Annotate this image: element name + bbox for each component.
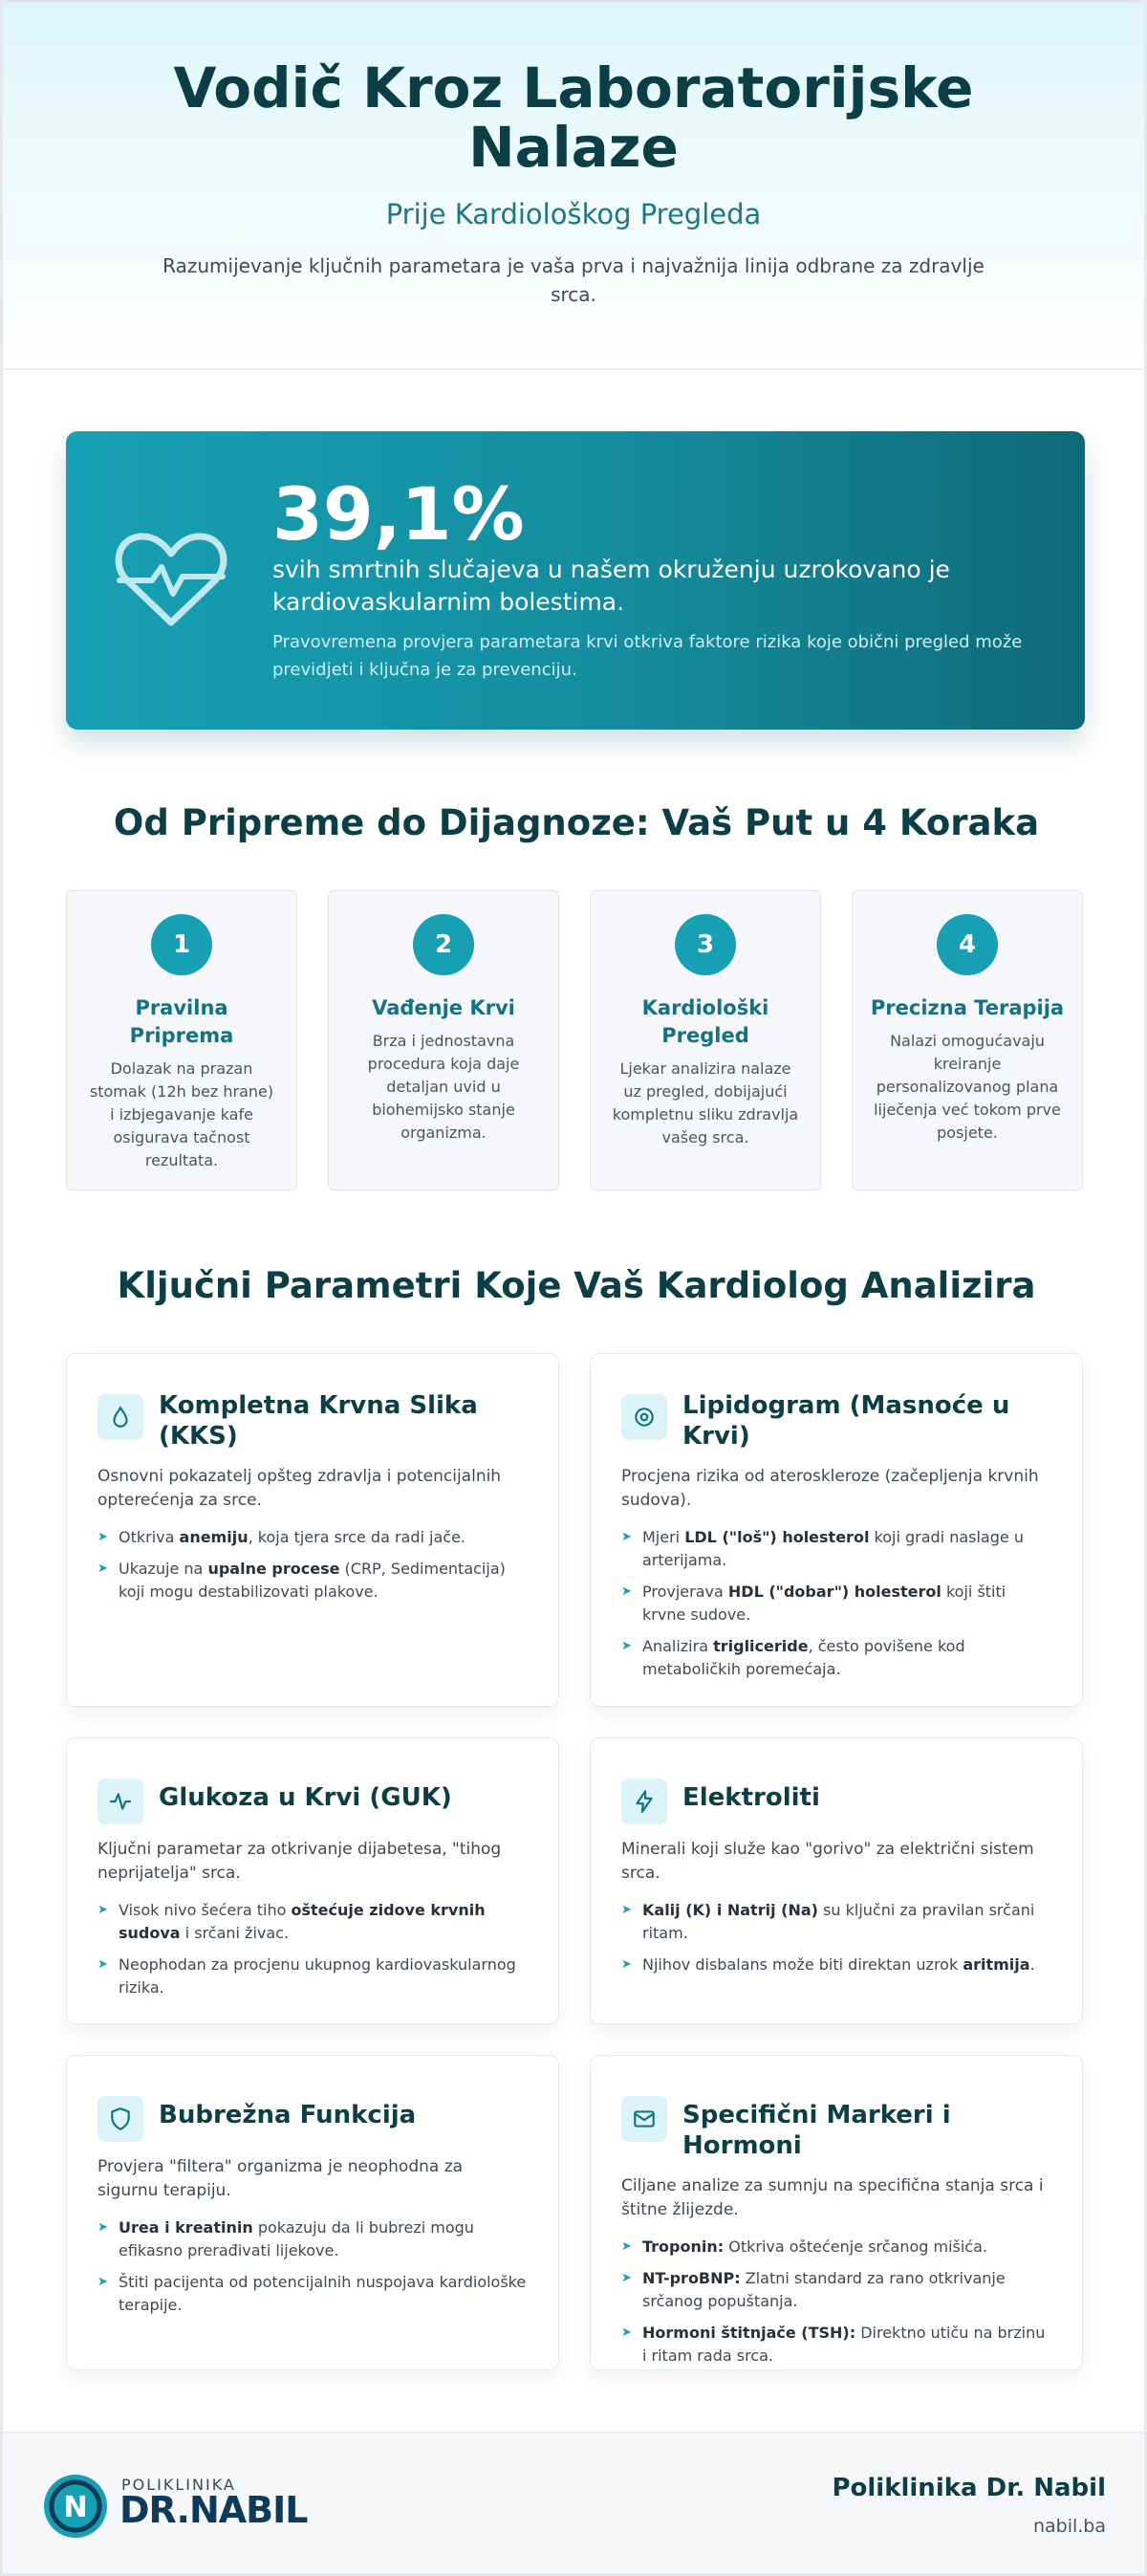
lightning-icon <box>621 1779 667 1824</box>
card-title: Specifični Markeri i Hormoni <box>682 2101 951 2160</box>
bullet-list <box>621 1899 1051 1976</box>
arrow-icon: ➤ <box>97 2275 108 2289</box>
bullet-item: ➤ Hormoni štitnjače (TSH): Direktno utiču na brzinu i ritam rada srca. <box>621 2322 1051 2368</box>
bullet-item: ➤ Kalij (K) i Natrij (Na) su ključni za pravilan srčani ritam. <box>621 1899 1051 1945</box>
steps-title: Od Pripreme do Dijagnoze: Vaš Put u 4 Koraka <box>113 802 1040 843</box>
arrow-icon: ➤ <box>621 2239 632 2254</box>
droplet-icon <box>97 1394 143 1440</box>
bullet-item: ➤ Štiti pacijenta od potencijalnih nuspojava kardiološke terapije. <box>97 2271 528 2317</box>
parameter-card <box>590 2055 1083 2370</box>
step-description: Ljekar analizira nalaze uz pregled, dobijajući kompletnu sliku zdravlja vašeg srca. <box>612 1059 799 1146</box>
footer-website-link[interactable]: nabil.ba <box>1032 2516 1106 2537</box>
stat-note: Pravovremena provjera parametara krvi otkriva faktore rizika koje obični pregled može previdjeti i ključna je za prevenciju. <box>272 632 1023 680</box>
step-title: Kardiološki Pregled <box>641 996 769 1047</box>
step-description: Dolazak na prazan stomak (12h bez hrane) i izbjegavanje kafe osigurava tačnost rezultata. <box>89 1059 274 1169</box>
arrow-icon: ➤ <box>621 1957 632 1972</box>
card-title: Kompletna Krvna Slika (KKS) <box>159 1391 478 1451</box>
card-title: Lipidogram (Masnoće u Krvi) <box>682 1391 1010 1451</box>
arrow-icon: ➤ <box>97 1957 108 1972</box>
bullet-item: ➤ Ukazuje na upalne procese (CRP, Sedimentacija) koji mogu destabilizovati plakove. <box>97 1558 528 1604</box>
intro-text: Razumijevanje ključnih parametara je vaša prva i najvažnija linija odbrane za zdravlje srca. <box>162 254 985 306</box>
arrow-icon: ➤ <box>621 1639 632 1653</box>
card-description: Osnovni pokazatelj opšteg zdravlja i potencijalnih opterećenja za srce. <box>97 1467 502 1510</box>
parameter-card <box>590 1353 1083 1707</box>
bullet-item: ➤ Otkriva anemiju, koja tjera srce da radi jače. <box>97 1526 528 1549</box>
step-description: Brza i jednostavna procedura koja daje detaljan uvid u biohemijsko stanje organizma. <box>367 1032 520 1142</box>
step-title: Vađenje Krvi <box>372 996 515 1019</box>
arrow-icon: ➤ <box>97 1561 108 1576</box>
stat-text: svih smrtnih slučajeva u našem okruženju uzrokovano je kardiovaskularnim bolestima. <box>272 556 950 616</box>
card-description: Ključni parametar za otkrivanje dijabetesa, "tihog neprijatelja" srca. <box>97 1840 502 1883</box>
bullet-list <box>97 1899 528 1999</box>
bullet-item: ➤ Visok nivo šećera tiho oštećuje zidove krvnih sudova i srčani živac. <box>97 1899 528 1945</box>
step-card <box>590 890 821 1190</box>
step-title: Precizna Terapija <box>870 996 1065 1019</box>
heart-pulse-icon <box>114 527 228 632</box>
activity-icon <box>97 1779 143 1824</box>
step-number: 1 <box>151 914 212 975</box>
stat-banner <box>66 431 1085 730</box>
bullet-list <box>621 1526 1051 1681</box>
step-number: 2 <box>413 914 474 975</box>
arrow-icon: ➤ <box>621 2271 632 2285</box>
step-title: Pravilna Priprema <box>129 996 234 1047</box>
card-title: Glukoza u Krvi (GUK) <box>159 1783 452 1812</box>
bullet-item: ➤ Urea i kreatinin pokazuju da li bubrezi mogu efikasno prerađivati lijekove. <box>97 2216 528 2262</box>
clinic-logo-icon <box>41 2472 110 2541</box>
parameter-card <box>66 1353 559 1707</box>
card-description: Minerali koji služe kao "gorivo" za električni sistem srca. <box>621 1840 1034 1883</box>
card-description: Procjena rizika od ateroskleroze (začepljenja krvnih sudova). <box>621 1467 1039 1510</box>
bullet-item: ➤ Provjerava HDL ("dobar") holesterol koji štiti krvne sudove. <box>621 1581 1051 1626</box>
arrow-icon: ➤ <box>97 1530 108 1544</box>
params-title: Ključni Parametri Koje Vaš Kardiolog Analizira <box>117 1265 1036 1306</box>
parameter-card <box>66 1737 559 2024</box>
stat-number: 39,1% <box>272 471 525 557</box>
page-title: Vodič Kroz Laboratorijske Nalaze <box>173 55 974 180</box>
card-description: Provjera "filtera" organizma je neophodna za sigurnu terapiju. <box>97 2157 464 2200</box>
arrow-icon: ➤ <box>97 1903 108 1917</box>
step-number: 4 <box>937 914 998 975</box>
bullet-item: ➤ Njihov disbalans može biti direktan uzrok aritmija. <box>621 1954 1051 1976</box>
page-subtitle: Prije Kardiološkog Pregleda <box>385 198 762 230</box>
arrow-icon: ➤ <box>621 1903 632 1917</box>
bullet-item: ➤ NT-proBNP: Zlatni standard za rano otkrivanje srčanog popuštanja. <box>621 2267 1051 2313</box>
footer <box>3 2432 1144 2576</box>
step-number: 3 <box>675 914 736 975</box>
bullet-list <box>97 1526 528 1604</box>
bullet-item: ➤ Mjeri LDL ("loš") holesterol koji gradi naslage u arterijama. <box>621 1526 1051 1572</box>
step-card <box>66 890 297 1190</box>
card-title: Bubrežna Funkcija <box>159 2101 417 2129</box>
footer-clinic-name: Poliklinika Dr. Nabil <box>832 2474 1106 2502</box>
step-card <box>852 890 1083 1190</box>
target-icon <box>621 1394 667 1440</box>
logo-small-text: POLIKLINIKA <box>121 2476 236 2494</box>
bullet-list <box>621 2236 1051 2368</box>
card-title: Elektroliti <box>682 1783 820 1812</box>
mail-icon <box>621 2096 667 2142</box>
header <box>3 3 1144 370</box>
bullet-list <box>97 2216 528 2317</box>
card-description: Ciljane analize za sumnju na specifična stanja srca i štitne žlijezde. <box>621 2176 1044 2219</box>
parameter-card <box>66 2055 559 2370</box>
arrow-icon: ➤ <box>621 2325 632 2340</box>
step-card <box>328 890 559 1190</box>
bullet-item: ➤ Analizira trigliceride, često povišene kod metaboličkih poremećaja. <box>621 1635 1051 1681</box>
bullet-item: ➤ Troponin: Otkriva oštećenje srčanog mišića. <box>621 2236 1051 2259</box>
bullet-item: ➤ Neophodan za procjenu ukupnog kardiovaskularnog rizika. <box>97 1954 528 1999</box>
logo-brand-text: DR.NABIL <box>119 2489 308 2531</box>
parameter-card <box>590 1737 1083 2024</box>
arrow-icon: ➤ <box>621 1584 632 1599</box>
arrow-icon: ➤ <box>97 2220 108 2235</box>
step-description: Nalazi omogućavaju kreiranje personalizovanog plana liječenja već tokom prve posjete. <box>874 1032 1061 1142</box>
shield-icon <box>97 2096 143 2142</box>
svg-text:N: N <box>63 2491 88 2524</box>
arrow-icon: ➤ <box>621 1530 632 1544</box>
